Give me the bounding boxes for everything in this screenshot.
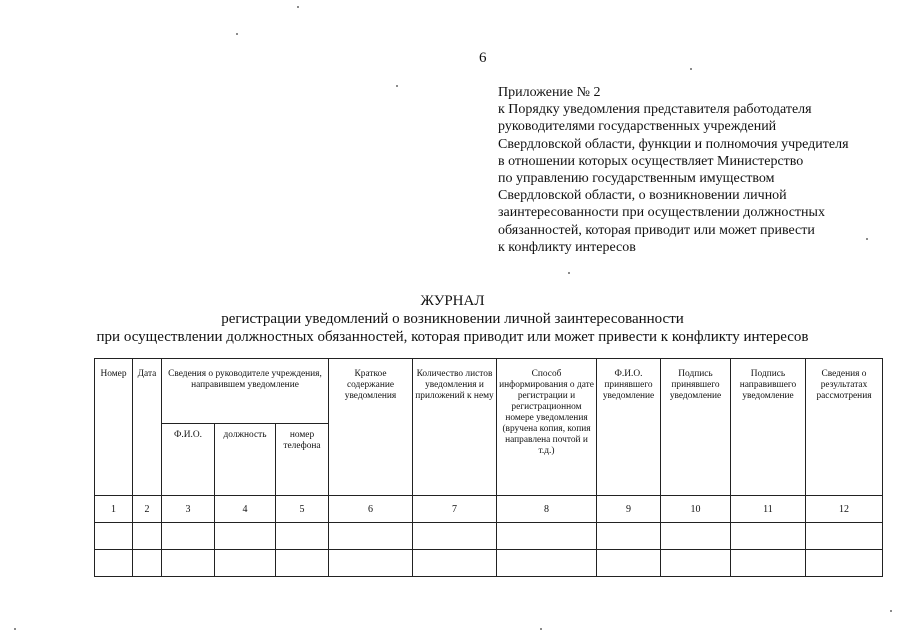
column-number: 11 [731,496,806,523]
table-cell [731,523,806,550]
table-cell [133,550,162,577]
page-number: 6 [479,50,487,66]
column-number: 1 [95,496,133,523]
table-cell [162,550,215,577]
column-number: 2 [133,496,162,523]
journal-title: ЖУРНАЛ [420,293,485,309]
appendix-line: по управлению государственным имуществом [498,171,775,187]
header-fio: Ф.И.О. [162,424,215,496]
table-row [95,550,883,577]
table-cell [661,523,731,550]
column-number: 5 [276,496,329,523]
header-manager-info: Сведения о руководителе учреждения, направившем уведомление [162,359,329,424]
header-sheets: Количество листов уведомления и приложений к нему [413,359,497,496]
table-cell [597,523,661,550]
column-number: 6 [329,496,413,523]
header-summary: Краткое содержание уведомления [329,359,413,496]
journal-table [94,358,883,577]
table-cell [661,550,731,577]
appendix-line: обязанностей, которая приводит или может привести [498,222,815,238]
table-cell [276,550,329,577]
table-cell [215,523,276,550]
table-cell [95,523,133,550]
header-position: должность [215,424,276,496]
header-results: Сведения о результатах рассмотрения [806,359,883,496]
table-cell [497,550,597,577]
table-cell [413,523,497,550]
scan-speck [297,6,299,8]
appendix-line: руководителями государственных учреждений [498,119,777,135]
table-header-row [95,359,883,424]
table-cell [413,550,497,577]
header-number: Номер [95,359,133,496]
table-cell [215,550,276,577]
table-cell [329,523,413,550]
table-cell [497,523,597,550]
appendix-line: к Порядку уведомления представителя работодателя [498,102,812,118]
column-number: 8 [497,496,597,523]
table-cell [329,550,413,577]
appendix-line: в отношении которых осуществляет Министерство [498,153,804,169]
scan-speck [690,68,692,70]
journal-title-block [0,292,905,346]
table-cell [731,550,806,577]
scan-speck [890,610,892,612]
appendix-line: Свердловской области, о возникновении личной [498,188,787,204]
scan-speck [540,628,542,630]
scan-speck [14,628,16,630]
appendix-line: Приложение № 2 [498,85,601,100]
column-number-row [95,496,883,523]
journal-subtitle-line: при осуществлении должностных обязанностей, которая приводит или может привести к конфликту интересов [96,329,809,345]
column-number: 9 [597,496,661,523]
scan-speck [236,33,238,35]
scan-speck [396,85,398,87]
column-number: 7 [413,496,497,523]
appendix-line: заинтересованности при осуществлении должностных [498,205,825,221]
column-number: 12 [806,496,883,523]
header-phone: номер телефона [276,424,329,496]
appendix-header [498,84,893,256]
table-cell [597,550,661,577]
journal-subtitle-line: регистрации уведомлений о возникновении личной заинтересованности [221,311,684,327]
column-number: 4 [215,496,276,523]
table-cell [95,550,133,577]
table-cell [133,523,162,550]
appendix-line: Свердловской области, функции и полномочия учредителя [498,136,849,152]
header-method: Способ информирования о дате регистрации и регистрационном номере уведомления (вручена копия, копия направлена почтой и т.д.) [497,359,597,496]
scan-speck [568,272,570,274]
column-number: 3 [162,496,215,523]
header-receiver-fio: Ф.И.О. принявшего уведомление [597,359,661,496]
table-cell [276,523,329,550]
table-row [95,523,883,550]
column-number: 10 [661,496,731,523]
table-cell [806,550,883,577]
header-receiver-sign: Подпись принявшего уведомление [661,359,731,496]
appendix-line: к конфликту интересов [498,239,636,255]
header-date: Дата [133,359,162,496]
table-cell [806,523,883,550]
header-sender-sign: Подпись направившего уведомление [731,359,806,496]
table-cell [162,523,215,550]
scan-speck [866,238,868,240]
